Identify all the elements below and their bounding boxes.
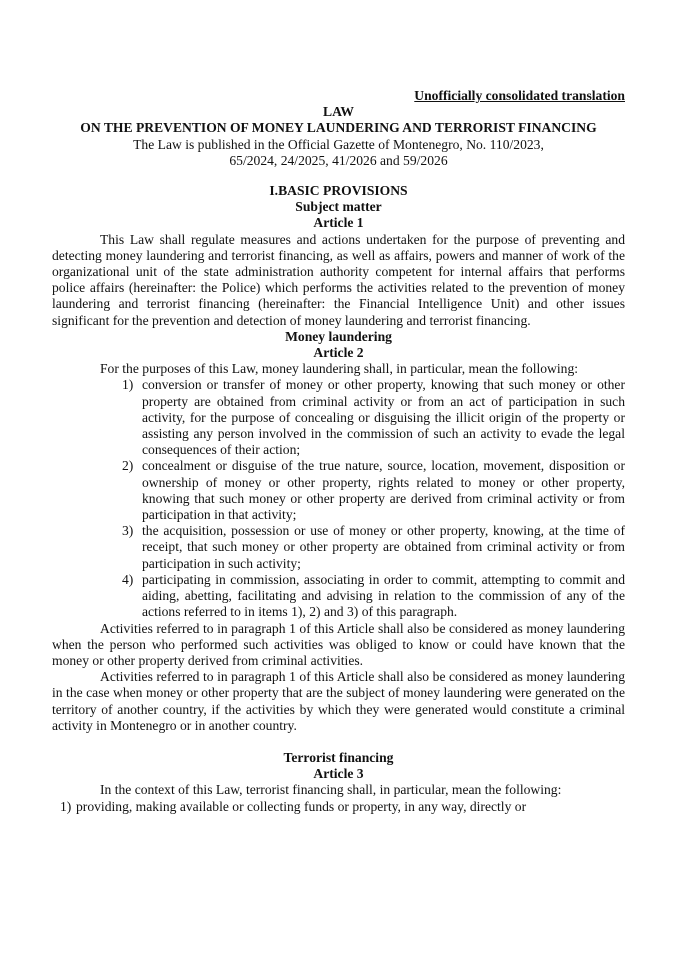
article-3-label: Article 3 — [313, 766, 364, 782]
gazette-line-1: The Law is published in the Official Gazette of Montenegro, No. 110/2023, — [133, 136, 544, 152]
list-item-text: providing, making available or collecting funds or property, in any way, directly or — [76, 798, 527, 814]
chapter-title: I.BASIC PROVISIONS — [269, 183, 408, 199]
list-item-number: 1) — [122, 377, 134, 393]
list-item — [52, 377, 625, 458]
gazette-line-2: 65/2024, 24/2025, 41/2026 and 59/2026 — [229, 152, 448, 168]
list-item-number: 2) — [122, 458, 134, 474]
list-item-number: 1) — [60, 798, 72, 814]
list-item-text: concealment or disguise of the true nature, source, location, movement, disposition or ownership of money or other property, rights related to money or other property, knowing that such money or other property are derived from criminal activity or from participation in that activity; — [142, 458, 625, 523]
section-heading-money-laundering: Money laundering — [285, 328, 392, 344]
list-item-text: the acquisition, possession or use of money or other property, knowing, at the time of receipt, that such money or other property are obtained from criminal activity or from participation in such activity; — [142, 523, 625, 571]
article-2-label: Article 2 — [313, 345, 364, 361]
article-2-list — [52, 377, 625, 620]
list-item-text: participating in commission, associating in order to commit, attempting to commit and aiding, abetting, facilitating and advising in relation to the commission of any of the actions referred to in items 1), 2) and 3) of this paragraph. — [142, 571, 625, 620]
article-1-text: This Law shall regulate measures and actions undertaken for the purpose of preventing and detecting money laundering and terrorist financing, as well as affairs, powers and manner of work of the organizational unit of the state administration authority competent for internal affairs that performs police affairs (hereinafter: the Police) which performs the activities related to the prevention of money laundering and terrorist financing (hereinafter: the Financial Intelligence Unit) and other issues significant for the prevention and detection of money laundering and terrorist financing. — [52, 231, 625, 328]
article-2-intro: For the purposes of this Law, money laundering shall, in particular, mean the following: — [100, 361, 579, 377]
article-2-paragraph-2: Activities referred to in paragraph 1 of this Article shall also be considered as money laundering when the person who performed such activities was obliged to know or could have known that the money or other property derived from criminal activities. — [52, 620, 625, 668]
list-item-text: conversion or transfer of money or other property, knowing that such money or other property are obtained from criminal activity or from an act of participation in such activity, for the purpose of concealing or disguising the illicit origin of the property or assisting any person involved in the commission of such an activity to evade the legal consequences of their action; — [142, 377, 625, 458]
list-item — [52, 458, 625, 523]
article-2-paragraph-3: Activities referred to in paragraph 1 of this Article shall also be considered as money laundering in the case when money or other property that are the subject of money laundering were generated on the territory of another country, if the activities by which they were generated would constitute a criminal activity in Montenegro or in another country. — [52, 669, 625, 733]
list-item-number: 4) — [122, 571, 134, 587]
section-heading-subject-matter: Subject matter — [295, 199, 382, 215]
section-heading-terrorist-financing: Terrorist financing — [283, 749, 394, 765]
article-3-intro: In the context of this Law, terrorist financing shall, in particular, mean the following: — [100, 782, 562, 798]
list-item-number: 3) — [122, 523, 134, 539]
list-item — [52, 572, 625, 621]
document-content — [52, 88, 625, 815]
law-title: ON THE PREVENTION OF MONEY LAUNDERING AND TERRORIST FINANCING — [80, 120, 597, 136]
translation-note: Unofficially consolidated translation — [414, 88, 625, 103]
list-item — [52, 799, 625, 815]
article-1-label: Article 1 — [313, 215, 364, 231]
list-item — [52, 523, 625, 572]
law-label: LAW — [323, 104, 354, 120]
